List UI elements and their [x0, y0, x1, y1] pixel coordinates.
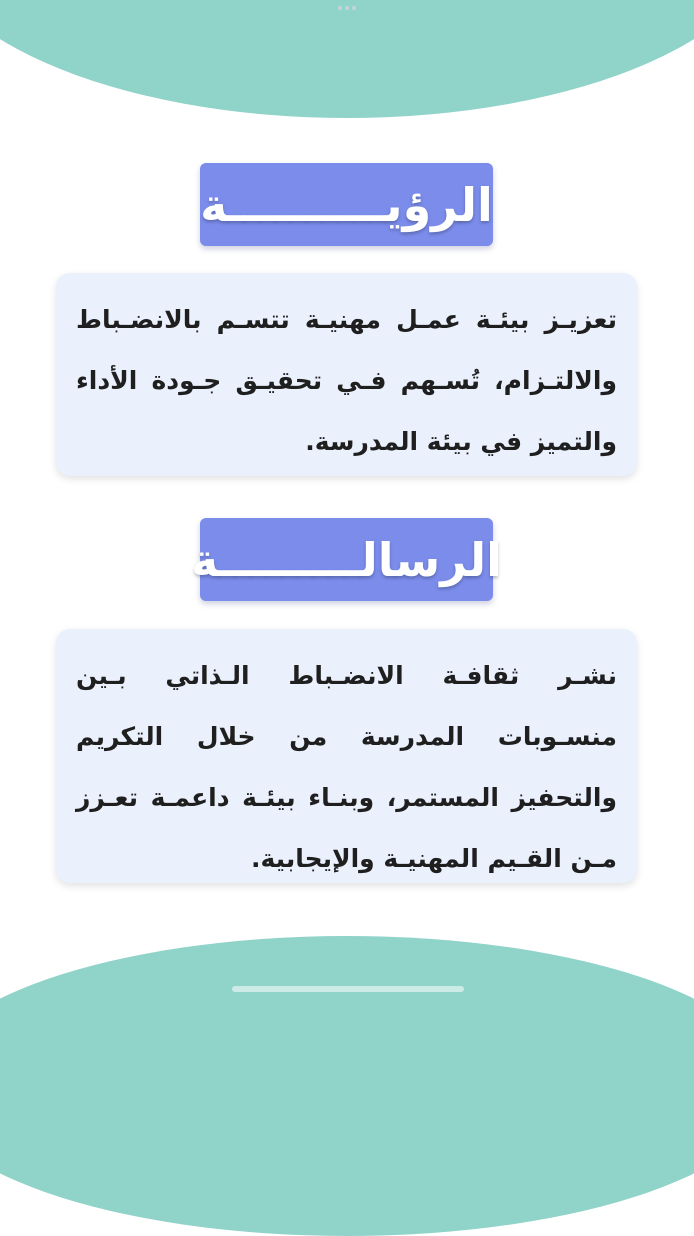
more-dots-icon[interactable] [338, 6, 356, 10]
top-wave-decoration [0, 0, 694, 118]
vision-text: تعزيـز بيئـة عمـل مهنيـة تتسـم بالانضـباط والالتـزام، تُسـهم فـي تحقيـق جـودة الأداء والتميز في بيئة المدرسة. [76, 305, 617, 456]
vision-card [56, 273, 637, 476]
vision-title-badge [200, 163, 493, 246]
home-indicator[interactable] [232, 986, 464, 992]
mission-title: الرسالـــــــــة [191, 532, 502, 587]
vision-title: الرؤيــــــــــة [200, 177, 493, 232]
mission-title-badge [191, 518, 502, 601]
mission-text: نشـر ثقافـة الانضـباط الـذاتي بـين منسـوبات المدرسة من خلال التكريم والتحفيز المستمر، وبنـاء بيئـة داعمـة تعـزز مـن القـيم المهنيـة والإيجابية. [76, 661, 617, 873]
bottom-wave-decoration [0, 936, 694, 1236]
mission-card [56, 629, 637, 883]
